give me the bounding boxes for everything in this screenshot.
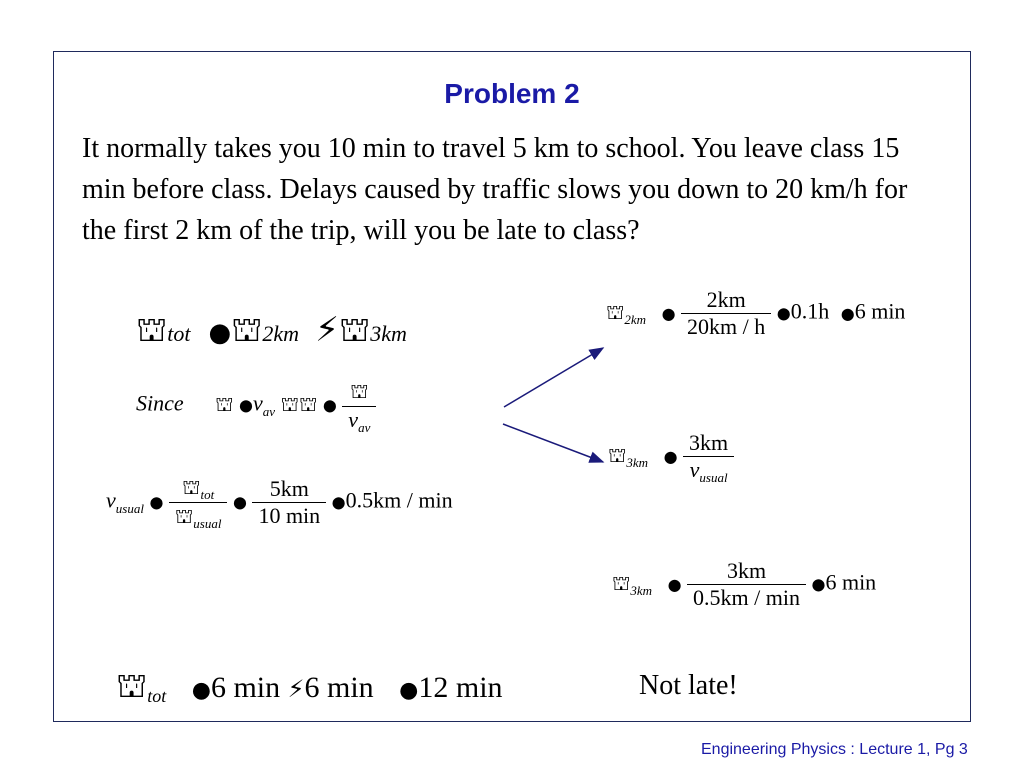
equals-dot-icon: ● — [149, 492, 164, 512]
t3km-expression: $⛫_{3km}$ ● $\frac{3km}{v_{usual}}$ — [608, 430, 734, 483]
t3km-value: $⛫_{3km}$ ● $\frac{3km}{0.5km / \min}$ ●6 min — [612, 558, 877, 610]
plus-icon: ⚡ — [315, 310, 339, 350]
delta-x-icon: ⛫ — [350, 379, 369, 403]
delta-x-icon: ⛫ — [182, 475, 201, 499]
fraction-dx-over-dt: $\frac{⛫_{tot}}{⛫_{usual}}$ — [169, 474, 228, 531]
arrow-up — [504, 348, 603, 407]
delta-t-icon: ⛫ — [136, 310, 168, 350]
slide-title: Problem 2 — [444, 78, 580, 109]
fraction-3km-over-vusual: $\frac{3km}{v_{usual}}$ — [683, 430, 734, 483]
since-equation: Since ⛫ $●v_{av}$ ⛫⛫ ● $\frac{⛫}{v_{av}}$ — [136, 378, 376, 433]
equals-dot-icon: ● — [322, 395, 337, 415]
conclusion-text: Not late! — [639, 670, 738, 701]
plus-icon: ⚡ — [287, 675, 305, 703]
equals-dot-icon: ● — [776, 303, 791, 323]
equals-dot-icon: ● — [840, 303, 855, 323]
t2km-equation: $⛫_{2km}$ ● $\frac{2km}{20km / h}$ ●0.1h ●6 min — [606, 287, 906, 339]
delta-t-icon: ⛫ — [608, 442, 627, 467]
problem-text: It normally takes you 10 min to travel 5 km to school. You leave class 15 min before class. Delays caused by traffic slows you down to 20 km/h for the first 2 km of the trip, will you be late to class? — [82, 133, 908, 246]
fraction-5km-over-10min: $\frac{5km}{10 \min}$ — [252, 476, 326, 529]
delta-t-icon: ⛫ — [338, 310, 371, 350]
footer-text: Engineering Physics : Lecture 1, Pg 3 — [701, 741, 968, 758]
delta-t-icon: ⛫ — [612, 570, 631, 595]
equals-dot-icon: ● — [239, 395, 254, 415]
equals-dot-icon: ● — [661, 303, 676, 323]
final-sum-equation: ⛫tot ●6 min ⚡6 min ●12 min — [116, 666, 503, 711]
arrow-down — [503, 424, 603, 462]
fraction-dx-over-vav: $\frac{⛫}{v_{av}}$ — [342, 378, 376, 433]
equals-dot-icon: ● — [331, 492, 346, 512]
delta-t-icon: ⛫ — [116, 666, 148, 706]
equals-dot-icon: ● — [663, 446, 678, 466]
delta-t-icon: ⛫ — [174, 504, 194, 528]
equals-dot-icon: ● — [232, 492, 247, 512]
delta-t-icon: ⛫ — [231, 310, 263, 350]
equals-dot-icon: ● — [399, 678, 419, 703]
equals-dot-icon: ● — [208, 318, 232, 348]
equals-dot-icon: ● — [667, 574, 682, 594]
delta-x-icon: ⛫ — [215, 391, 234, 416]
delta-t-icon: ⛫ — [606, 299, 625, 324]
delta-t-icon: ⛫⛫ — [280, 391, 318, 416]
fraction-2km-over-20kmh: $\frac{2km}{20km / h}$ — [681, 287, 771, 340]
equals-dot-icon: ● — [811, 574, 826, 594]
v-usual-equation: $v_{usual}$ ● $\frac{⛫_{tot}}{⛫_{usual}}$ ● $\frac{5km}{10 \min}$ ●0.5km / min — [106, 475, 453, 531]
total-time-equation: ⛫tot ●⛫2km ⚡⛫3km — [136, 310, 407, 355]
equals-dot-icon: ● — [191, 678, 211, 703]
fraction-3km-over-0.5kmmin: $\frac{3km}{0.5km / \min}$ — [687, 558, 806, 611]
